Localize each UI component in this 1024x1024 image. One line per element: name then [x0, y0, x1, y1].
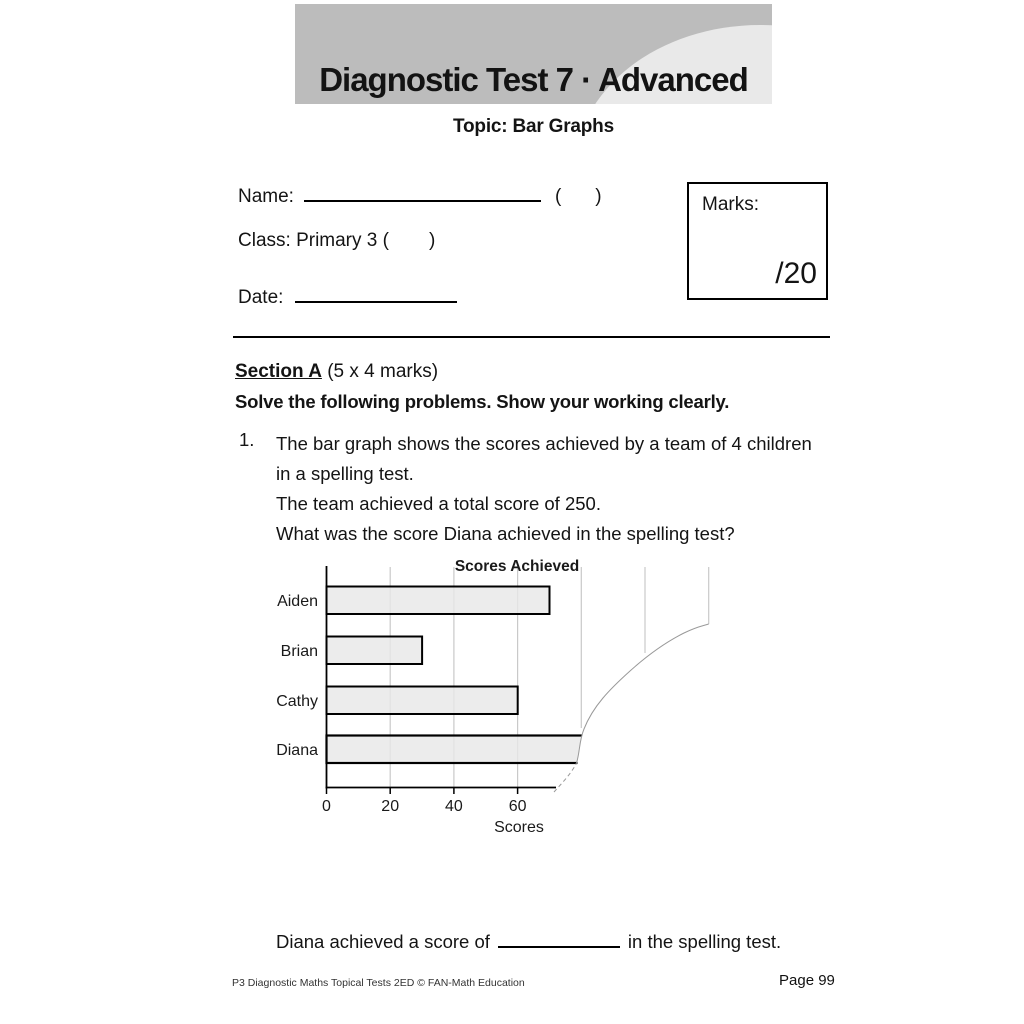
class-label: Class: Primary 3 (: [238, 230, 389, 251]
answer-text-before: Diana achieved a score of: [276, 931, 490, 952]
x-tick-60: 60: [508, 798, 527, 815]
bar-brian: [327, 637, 423, 665]
name-blank-line: [304, 180, 541, 202]
category-label-diana: Diana: [276, 742, 318, 759]
bar-aiden: [327, 587, 550, 615]
name-label: Name:: [238, 186, 294, 207]
x-tick-0: 0: [322, 798, 331, 815]
section-heading: Section A: [235, 361, 322, 382]
class-paren-close: ): [428, 230, 436, 251]
question-text: [276, 429, 812, 549]
topic-line: Topic: Bar Graphs: [453, 116, 614, 137]
torn-edge-dashed: [554, 763, 577, 792]
x-axis-label: Scores: [494, 819, 544, 836]
chart-title: Scores Achieved: [454, 558, 580, 575]
date-blank-line: [295, 281, 457, 303]
page-title: Diagnostic Test 7 · Advanced: [319, 61, 748, 98]
question-number: 1.: [239, 429, 255, 450]
question-line: in a spelling test.: [276, 463, 414, 484]
section-instruction: Solve the following problems. Show your working clearly.: [235, 391, 730, 412]
torn-edge-solid: [577, 624, 709, 763]
torn-edge-line: [554, 624, 709, 792]
bar-cathy: [327, 687, 518, 715]
class-row: [238, 230, 435, 252]
category-label-brian: Brian: [280, 643, 318, 660]
question-line: The team achieved a total score of 250.: [276, 493, 601, 514]
bar-chart: [240, 545, 740, 845]
marks-label: Marks:: [702, 194, 759, 215]
question-line: The bar graph shows the scores achieved by a team of 4 children: [276, 433, 812, 454]
question-line: What was the score Diana achieved in the spelling test?: [276, 523, 735, 544]
header-banner: [295, 4, 772, 104]
date-label: Date:: [238, 287, 284, 308]
answer-text-after: in the spelling test.: [627, 931, 782, 952]
section-heading-row: [235, 361, 438, 383]
answer-sentence: [276, 926, 781, 953]
page-number: Page 99: [779, 972, 835, 989]
name-paren-open: (: [554, 186, 562, 207]
name-paren-close: ): [595, 186, 602, 207]
section-marks: (5 x 4 marks): [321, 361, 439, 382]
x-tick-40: 40: [445, 798, 463, 815]
category-label-cathy: Cathy: [276, 693, 318, 710]
name-row: [238, 180, 602, 208]
category-label-aiden: Aiden: [277, 593, 318, 610]
answer-blank-line: [498, 926, 620, 948]
x-tick-20: 20: [381, 798, 400, 815]
date-row: [238, 281, 457, 309]
marks-box: [687, 182, 828, 300]
bar-diana: [327, 736, 630, 764]
footer-copyright: P3 Diagnostic Maths Topical Tests 2ED © FAN-Math Education: [232, 977, 525, 989]
section-divider: [233, 336, 830, 338]
marks-total: /20: [775, 257, 817, 290]
